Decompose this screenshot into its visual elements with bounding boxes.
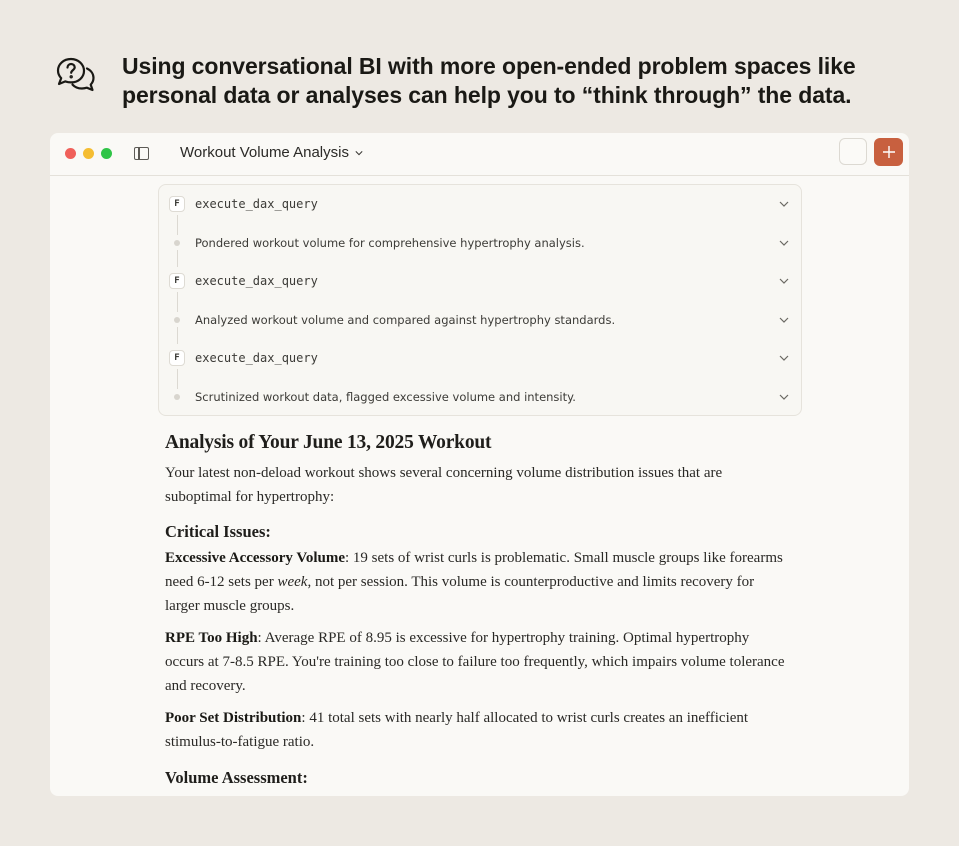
issue-text: : 41 total sets with nearly half allocated to wrist curls creates an inefficient stimulus-to-fatigue ratio.	[165, 710, 749, 750]
chevron-down-icon	[779, 278, 789, 284]
chevron-down-icon	[779, 394, 789, 400]
conversation-title-text: Workout Volume Analysis	[180, 144, 349, 161]
timeline-dot-icon	[174, 394, 180, 400]
tool-step-label: Analyzed workout volume and compared against hypertrophy standards.	[195, 313, 616, 327]
volume-assessment-heading: Volume Assessment:	[165, 768, 308, 787]
issue-text: , not per session. This volume is counterproductive and limits recovery for larger muscle groups.	[165, 574, 755, 614]
issue-paragraph	[165, 626, 785, 698]
chat-question-icon	[54, 55, 98, 99]
caption	[54, 52, 856, 108]
tool-step-function[interactable]	[159, 193, 801, 215]
plus-icon	[882, 145, 896, 159]
sidebar-toggle-icon[interactable]	[134, 147, 149, 160]
tool-step-thought[interactable]	[159, 232, 801, 254]
critical-issues-heading: Critical Issues:	[165, 522, 271, 541]
issue-title: Poor Set Distribution	[165, 710, 302, 726]
issue-emphasis: week	[277, 574, 308, 590]
tool-step-function[interactable]	[159, 347, 801, 369]
chevron-down-icon	[779, 317, 789, 323]
timeline-dot-icon	[174, 317, 180, 323]
tool-step-label: execute_dax_query	[195, 351, 318, 365]
issue-title: RPE Too High	[165, 630, 258, 646]
new-chat-button[interactable]	[874, 138, 903, 166]
close-window-button[interactable]	[65, 148, 76, 159]
minimize-window-button[interactable]	[83, 148, 94, 159]
timeline-dot-icon	[174, 240, 180, 246]
caption-text: Using conversational BI with more open-ended problem spaces like personal data or analyses can help you to “think through” the data.	[122, 53, 856, 108]
maximize-window-button[interactable]	[101, 148, 112, 159]
conversation-title[interactable]	[180, 144, 363, 161]
tool-step-label: execute_dax_query	[195, 274, 318, 288]
app-window	[50, 133, 909, 796]
chevron-down-icon	[779, 355, 789, 361]
tool-step-label: Pondered workout volume for comprehensive hypertrophy analysis.	[195, 236, 585, 250]
response-intro: Your latest non-deload workout shows several concerning volume distribution issues that are suboptimal for hypertrophy:	[165, 465, 723, 505]
function-badge-icon: F	[169, 273, 185, 289]
chevron-down-icon	[355, 149, 363, 157]
tool-steps-panel	[158, 184, 802, 416]
response-heading: Analysis of Your June 13, 2025 Workout	[165, 432, 492, 453]
chevron-down-icon	[779, 201, 789, 207]
issue-paragraph	[165, 706, 785, 754]
issue-text: : Average RPE of 8.95 is excessive for hypertrophy training. Optimal hypertrophy occurs at 7-8.5 RPE. You're training too close to failure too frequently, which impairs volume tolerance and recovery.	[165, 630, 785, 694]
tool-step-thought[interactable]	[159, 309, 801, 331]
issue-paragraph	[165, 546, 785, 618]
function-badge-icon: F	[169, 196, 185, 212]
titlebar	[50, 133, 909, 176]
chevron-down-icon	[779, 240, 789, 246]
tool-step-label: Scrutinized workout data, flagged excessive volume and intensity.	[195, 390, 576, 404]
tool-step-thought[interactable]	[159, 386, 801, 408]
share-button[interactable]	[839, 138, 867, 165]
issue-title: Excessive Accessory Volume	[165, 550, 345, 566]
tool-step-function[interactable]	[159, 270, 801, 292]
response-content	[165, 430, 785, 790]
function-badge-icon: F	[169, 350, 185, 366]
issue-text: : 19 sets of wrist curls is problematic. Small muscle groups like forearms need 6-12 sets per	[165, 550, 783, 590]
tool-step-label: execute_dax_query	[195, 197, 318, 211]
